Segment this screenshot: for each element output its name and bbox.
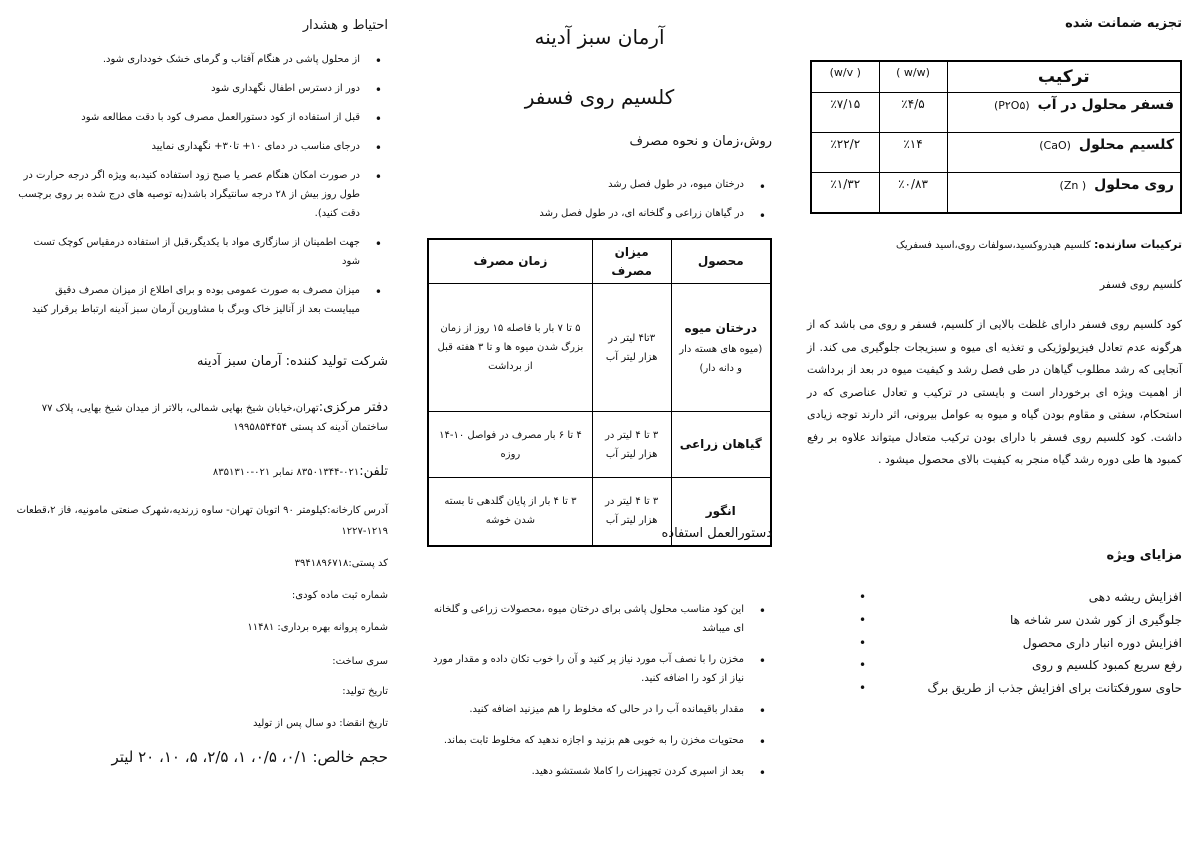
list-item: حاوی سورفکتانت برای افزایش جذب از طریق برگ • xyxy=(807,677,1182,700)
component-wv: ٪۷/۱۵ xyxy=(811,93,879,133)
component-name: کلسیم محلول(CaO) xyxy=(947,133,1181,173)
composition-header: ترکیب xyxy=(947,61,1181,93)
office-text: تهران،خیابان شیخ بهایی شمالی، بالاتر از میدان شیخ بهایی، پلاک ۷۷ xyxy=(41,403,319,414)
office-label: دفتر مرکزی: xyxy=(318,400,388,415)
component-ww: ٪۱۴ xyxy=(879,133,947,173)
phone-text: ۰۲۱-۸۳۵۰۱۳۴۴ نمابر ۰۲۱-۸۳۵۱۳۱۰ xyxy=(212,467,360,478)
list-item: • از محلول پاشی در هنگام آفتاب و گرمای خشک خودداری شود. xyxy=(16,50,388,69)
instructions-list xyxy=(427,600,772,793)
description-title: کلسیم روی فسفر xyxy=(1099,278,1182,291)
list-item: • محتویات مخزن را به خوبی هم بزنید و اجازه ندهید که مخلوط ثابت بماند. xyxy=(427,731,772,750)
list-item: • جهت اطمینان از سازگاری مواد با یکدیگر،قبل از استفاده درمقیاس کوچک تست شود xyxy=(16,233,388,271)
list-item: • دور از دسترس اطفال نگهداری شود xyxy=(16,79,388,98)
table-row xyxy=(428,284,771,412)
amount-cell: ۳ تا ۴ لیتر در هزار لیتر آب xyxy=(592,478,671,546)
guarantee-header-row xyxy=(811,61,1181,93)
usage-header-row xyxy=(428,239,771,284)
brand-title: آرمان سبز آدینه xyxy=(534,25,665,49)
factory-address: آدرس کارخانه:کیلومتر ۹۰ اتوبان تهران- ساوه زرندیه،شهرک صنعتی مامونیه، فاز ۲،قطعات ۱۲۱۹-۱۲۲۷ xyxy=(16,505,388,537)
list-item: رفع سریع کمبود کلسیم و روی • xyxy=(807,654,1182,677)
time-cell: ۳ تا ۴ بار از پایان گلدهی تا بسته شدن خوشه xyxy=(428,478,592,546)
expiry-date: تاریخ انقضا: دو سال پس از تولید xyxy=(252,718,388,729)
component-wv: ٪۲۲/۲ xyxy=(811,133,879,173)
crop-name: درختان میوه xyxy=(684,321,757,336)
license-number: شماره پروانه بهره برداری: ۱۱۴۸۱ xyxy=(247,622,388,633)
guarantee-title: تجزیه ضمانت شده xyxy=(1065,16,1182,31)
crop-header: محصول xyxy=(671,239,771,284)
manufacturer-name: شرکت تولید کننده: آرمان سبز آدینه xyxy=(196,354,388,369)
time-cell: ۵ تا ۷ بار با فاصله ۱۵ روز از زمان بزرگ شدن میوه ها و تا ۳ هفته قبل از برداشت xyxy=(428,284,592,412)
component-name: فسفر محلول در آب(P۲O۵) xyxy=(947,93,1181,133)
office-line2: ساختمان آدینه کد پستی ۱۹۹۵۸۵۴۴۵۴ xyxy=(233,422,388,434)
net-volume: حجم خالص: ۰/۱، ۰/۵، ۱، ۲/۵، ۵، ۱۰، ۲۰ لیتر xyxy=(111,748,388,766)
list-item: جلوگیری از کور شدن سر شاخه ها • xyxy=(807,609,1182,632)
list-item: • بعد از اسپری کردن تجهیزات را کاملا شستشو دهید. xyxy=(427,762,772,781)
features-list xyxy=(807,586,1182,700)
product-title: کلسیم روی فسفر xyxy=(524,85,675,109)
crop-cell xyxy=(671,284,771,412)
method-title: روش،زمان و نحوه مصرف xyxy=(629,134,772,149)
list-item: • این کود مناسب محلول پاشی برای درختان میوه ،محصولات زراعی و گلخانه ای میباشد xyxy=(427,600,772,638)
amount-header: میزان مصرف xyxy=(592,239,671,284)
list-item: • درختان میوه، در طول فصل رشد xyxy=(427,170,772,199)
crop-cell xyxy=(671,412,771,478)
right-column xyxy=(807,0,1182,848)
table-row xyxy=(811,173,1181,213)
amount-cell: ۳تا۴ لیتر در هزار لیتر آب xyxy=(592,284,671,412)
component-ww: ٪۴/۵ xyxy=(879,93,947,133)
crop-name: انگور xyxy=(705,504,736,519)
caution-title: احتیاط و هشدار xyxy=(302,18,388,33)
registration-number: شماره ثبت ماده کودی: xyxy=(291,590,388,601)
production-date: تاریخ تولید: xyxy=(342,686,388,697)
guarantee-table xyxy=(810,60,1182,214)
left-column xyxy=(16,0,388,848)
phone-line xyxy=(16,462,388,482)
time-cell: ۴ تا ۶ بار مصرف در فواصل ۱۰-۱۴ روزه xyxy=(428,412,592,478)
list-item: • مقدار باقیمانده آب را در حالی که مخلوط را هم میزنید اضافه کنید. xyxy=(427,700,772,719)
list-item: • قبل از استفاده از کود دستورالعمل مصرف کود با دقت مطالعه شود xyxy=(16,108,388,127)
component-ww: ٪۰/۸۳ xyxy=(879,173,947,213)
list-item: افزایش ریشه دهی • xyxy=(807,586,1182,609)
component-formula: (CaO) xyxy=(1039,139,1071,153)
batch-number: سری ساخت: xyxy=(332,656,388,667)
ww-header: (w/w ) xyxy=(879,61,947,93)
table-row xyxy=(428,412,771,478)
instructions-title: دستورالعمل استفاده xyxy=(661,526,772,541)
postal-code: کد پستی:۳۹۴۱۸۹۶۷۱۸ xyxy=(294,558,388,569)
component-wv: ٪۱/۳۲ xyxy=(811,173,879,213)
crop-name: گیاهان زراعی xyxy=(679,437,762,452)
features-title: مزایای ویژه xyxy=(1106,548,1182,563)
ingredients-text: کلسیم هیدروکسید،سولفات روی،اسید فسفریک xyxy=(895,240,1091,251)
table-row xyxy=(811,133,1181,173)
wv-header: ( w/v) xyxy=(811,61,879,93)
list-item: افزایش دوره انبار داری محصول • xyxy=(807,632,1182,655)
phone-label: تلفن: xyxy=(359,464,388,479)
list-item: • در صورت امکان هنگام عصر یا صبح زود استفاده کنید،به ویژه اگر درجه حرارت در طول روز بیش از ۲۸ درجه سانتیگراد باشد(به توصیه های درج شده بر روی برچسب دقت کنید). xyxy=(16,166,388,223)
ingredients-line xyxy=(807,236,1182,254)
component-formula: ( Zn) xyxy=(1059,179,1087,193)
component-formula: (P۲O۵) xyxy=(993,99,1030,113)
list-item: • درجای مناسب در دمای ۱۰+ تا۳۰+ نگهداری نمایید xyxy=(16,137,388,156)
list-item: • میزان مصرف به صورت عمومی بوده و برای اطلاع از میزان مصرف دقیق میبایست بعد از آنالیز خاک وبرگ با مشاورین آرمان سبز آدینه ارتباط برقرار کنید xyxy=(16,281,388,319)
office-address xyxy=(16,396,388,437)
list-item: • مخزن را با نصف آب مورد نیاز پر کنید و آن را خوب تکان داده و مقدار مورد نیاز از کود را اضافه کنید. xyxy=(427,650,772,688)
list-item: • در گیاهان زراعی و گلخانه ای، در طول فصل رشد xyxy=(427,199,772,228)
caution-list xyxy=(16,50,388,329)
amount-cell: ۳ تا ۴ لیتر در هزار لیتر آب xyxy=(592,412,671,478)
table-row xyxy=(811,93,1181,133)
crop-sub: (میوه های هسته دار و دانه دار) xyxy=(679,344,763,375)
component-name: روی محلول( Zn) xyxy=(947,173,1181,213)
ingredients-label: ترکیبات سازنده: xyxy=(1093,238,1182,251)
description-text: کود کلسیم روی فسفر دارای غلظت بالایی از کلسیم، فسفر و روی می باشد که از هرگونه عدم تعادل فیزیولوژیکی و تغذیه ای میوه و سبزیجات جلوگیری می کند. از آنجایی که رشد مطلوب گیاهان در طی فصل رشد و کیفیت میوه در بعد از برداشت از اهمیت ویژه ای برخوردار است و بایستی در ترکیب و تعادل عناصری که در استحکام، سفتی و مقاوم بودن گیاه و میوه به عوامل بیرونی، اثر دارند توجه زیادی داشت. کود کلسیم روی فسفر با دارای بودن ترکیب متعادل میتواند علاوه بر رفع کمبود ها طی دوره رشد گیاه منجر به کیفیت بالای محصول میشود . xyxy=(807,318,1182,467)
method-list xyxy=(427,170,772,228)
usage-table xyxy=(427,238,772,547)
middle-column xyxy=(427,0,772,848)
time-header: زمان مصرف xyxy=(428,239,592,284)
